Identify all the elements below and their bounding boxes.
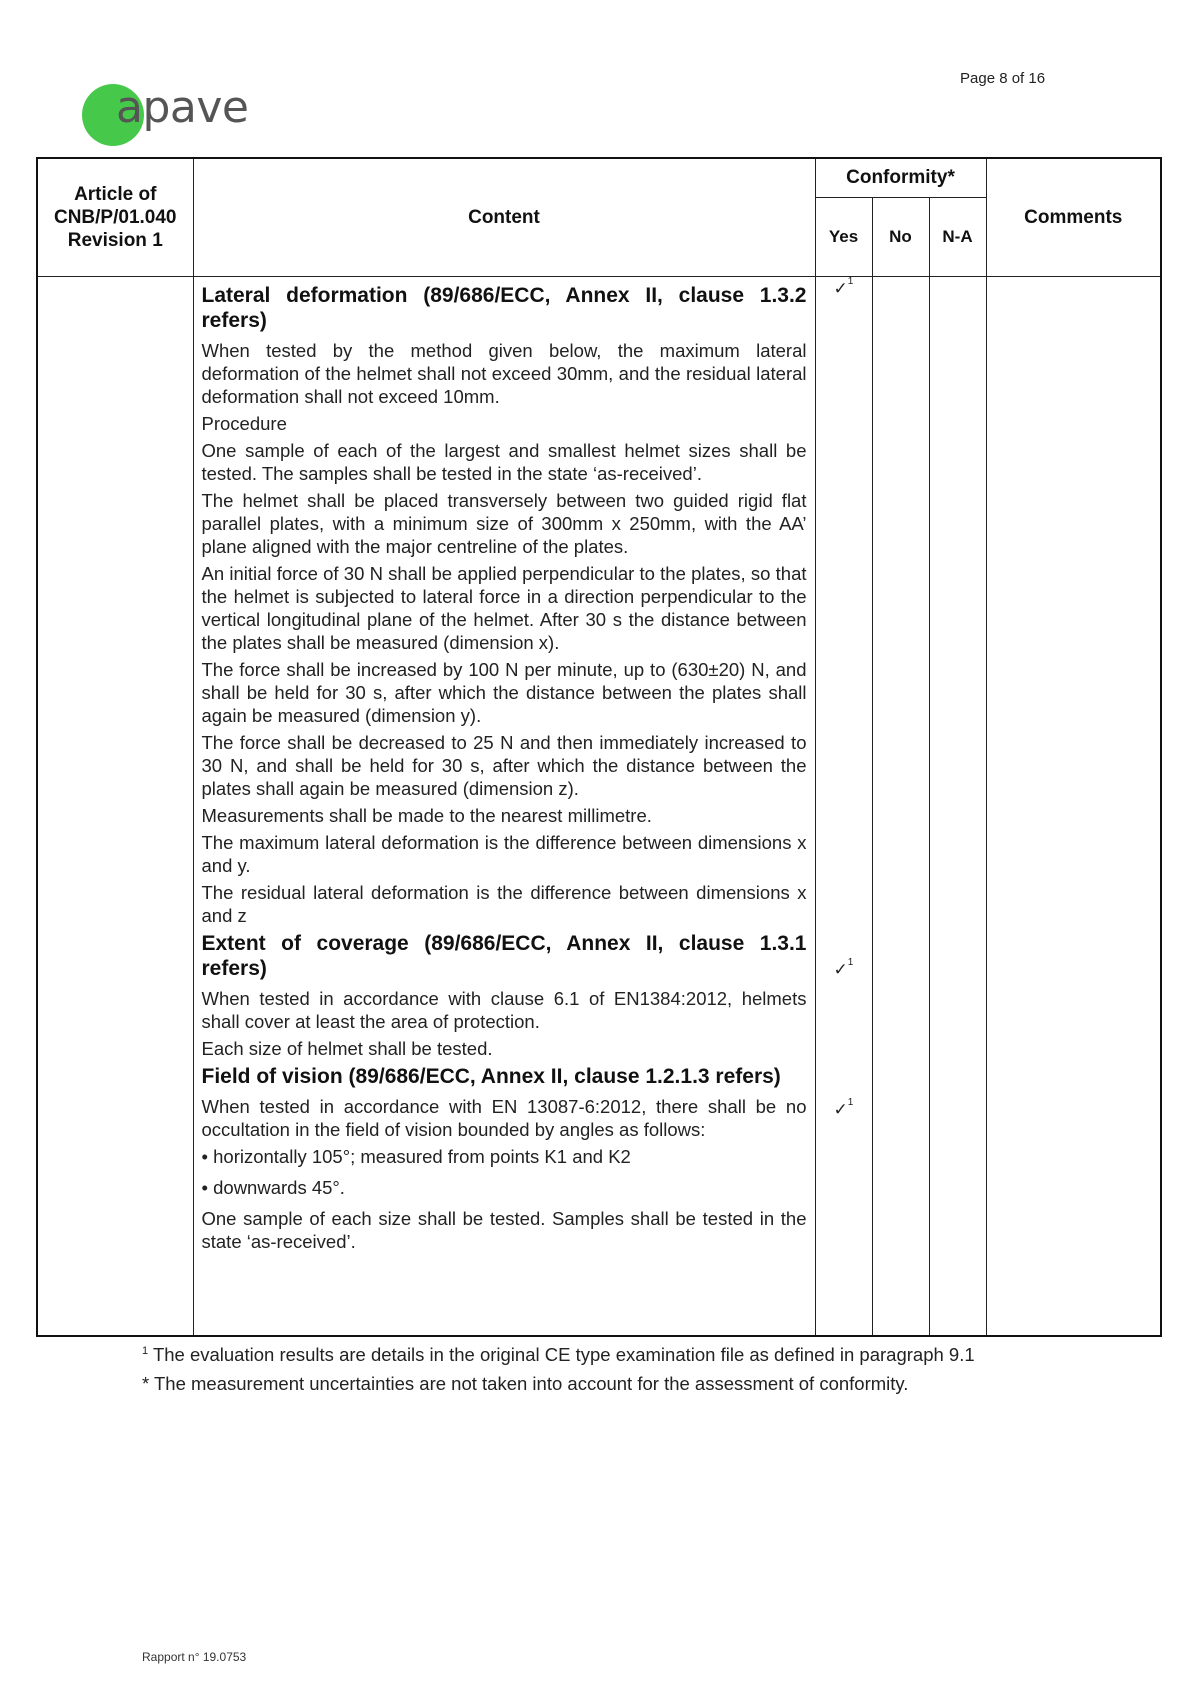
paragraph: The force shall be decreased to 25 N and then immediately increased to 30 N, and shall be held for 30 s, after which the distance between the plates shall again be measured (dimension z). xyxy=(201,732,807,799)
article-cell xyxy=(37,277,193,1337)
bullet-item: • downwards 45°. xyxy=(201,1177,345,1198)
section-title-lateral-deformation: Lateral deformation (89/686/ECC, Annex II, clause 1.3.2 refers) xyxy=(201,284,807,332)
apave-logo xyxy=(82,80,262,150)
paragraph: When tested in accordance with EN 13087-6:2012, there shall be no occultation in the field of vision bounded by angles as follows: xyxy=(201,1096,807,1140)
paragraph: Each size of helmet shall be tested. xyxy=(201,1038,493,1059)
header-comments: Comments xyxy=(986,158,1161,277)
footnotes xyxy=(142,1337,975,1398)
check-mark-icon: ✓$^1$ xyxy=(833,276,854,298)
page-number: Page 8 of 16 xyxy=(960,70,1046,87)
paragraph: When tested by the method given below, the maximum lateral deformation of the helmet shall not exceed 30mm, and the residual lateral deformation shall not exceed 10mm. xyxy=(201,340,807,407)
paragraph: The maximum lateral deformation is the difference between dimensions x and y. xyxy=(201,832,807,876)
yes-cell xyxy=(815,277,872,1337)
header-content: Content xyxy=(193,158,815,277)
footnote-2: * The measurement uncertainties are not taken into account for the assessment of conformity. xyxy=(142,1373,909,1395)
table-row xyxy=(37,277,1161,1337)
bullet-item: • horizontally 105°; measured from points K1 and K2 xyxy=(201,1146,631,1167)
conformity-table xyxy=(36,157,1162,1337)
logo-text: apave xyxy=(116,82,249,133)
check-mark-icon: ✓$^1$ xyxy=(833,1097,854,1119)
report-reference: Rapport n° 19.0753 xyxy=(142,1650,247,1664)
footnote-1: $^1$ The evaluation results are details in the original CE type examination file as defined in paragraph 9.1 xyxy=(142,1344,975,1366)
comments-cell xyxy=(986,277,1161,1337)
no-cell xyxy=(872,277,929,1337)
paragraph: The helmet shall be placed transversely between two guided rigid flat parallel plates, with a minimum size of 300mm x 250mm, with the AA’ plane aligned with the major centreline of the plates. xyxy=(201,490,807,557)
header-conformity: Conformity* xyxy=(815,158,986,198)
paragraph: An initial force of 30 N shall be applied perpendicular to the plates, so that the helmet is subjected to lateral force in a direction perpendicular to the vertical longitudinal plane of the helmet. After 30 s the distance between the plates shall be measured (dimension x). xyxy=(201,563,807,653)
paragraph: The force shall be increased by 100 N per minute, up to (630±20) N, and shall be held for 30 s, after which the distance between the plates shall again be measured (dimension y). xyxy=(201,659,807,726)
paragraph: One sample of each of the largest and smallest helmet sizes shall be tested. The samples shall be tested in the state ‘as-received’. xyxy=(201,440,807,484)
header-yes: Yes xyxy=(815,198,872,277)
na-cell xyxy=(929,277,986,1337)
content-cell xyxy=(193,277,815,1337)
paragraph: The residual lateral deformation is the difference between dimensions x and z xyxy=(201,882,807,926)
paragraph: Measurements shall be made to the nearest millimetre. xyxy=(201,805,652,826)
paragraph: Procedure xyxy=(201,413,287,434)
paragraph: When tested in accordance with clause 6.1 of EN1384:2012, helmets shall cover at least the area of protection. xyxy=(201,988,807,1032)
paragraph: One sample of each size shall be tested. Samples shall be tested in the state ‘as-received’. xyxy=(201,1208,807,1252)
section-title-extent-of-coverage: Extent of coverage (89/686/ECC, Annex II, clause 1.3.1 refers) xyxy=(201,932,807,980)
header-article: Article of CNB/P/01.040 Revision 1 xyxy=(37,158,193,277)
header-na: N-A xyxy=(929,198,986,277)
check-mark-icon: ✓$^1$ xyxy=(833,957,854,979)
section-title-field-of-vision: Field of vision (89/686/ECC, Annex II, clause 1.2.1.3 refers) xyxy=(201,1065,781,1088)
header-no: No xyxy=(872,198,929,277)
